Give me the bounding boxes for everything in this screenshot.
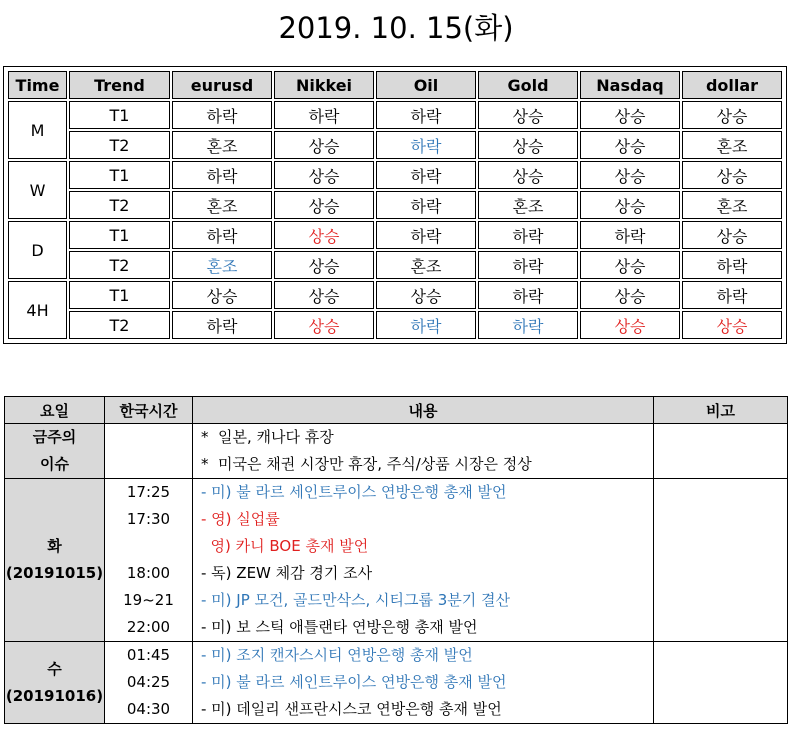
day-label <box>5 642 104 723</box>
trend-header-3: Nikkei <box>274 71 374 99</box>
trend-value-cell: 상승 <box>274 191 374 219</box>
schedule-body <box>5 424 788 724</box>
trend-value-cell: 혼조 <box>172 251 272 279</box>
trend-table <box>6 69 784 341</box>
trend-row <box>8 221 782 249</box>
trend-value-cell: 상승 <box>682 311 782 339</box>
trend-value-cell: 하락 <box>376 131 476 159</box>
trend-value-cell: 하락 <box>376 221 476 249</box>
schedule-time: 22:00 <box>126 618 171 636</box>
content-cell <box>193 479 654 642</box>
trend-row <box>8 161 782 189</box>
trend-value-cell: 하락 <box>172 101 272 129</box>
schedule-event: - 미) 데일리 샌프란시스코 연방은행 총재 발언 <box>201 700 502 718</box>
trend-row <box>8 251 782 279</box>
schedule-time: 19~21 <box>123 591 174 609</box>
trend-value-cell: 상승 <box>478 131 578 159</box>
trend-value-cell: 혼조 <box>682 131 782 159</box>
trend-value-cell: 혼조 <box>682 191 782 219</box>
day-label <box>5 479 104 641</box>
time-cell <box>105 479 193 642</box>
schedule-event: - 영) 실업률 <box>201 510 280 528</box>
page-title: 2019. 10. 15(화) <box>278 11 514 45</box>
day-label-line: 수 <box>47 659 62 678</box>
schedule-time: 18:00 <box>126 564 171 582</box>
trend-label-cell: T2 <box>69 311 170 339</box>
day-cell <box>5 479 105 642</box>
schedule-time: 01:45 <box>126 646 171 664</box>
trend-value-cell: 상승 <box>274 281 374 309</box>
trend-value-cell: 상승 <box>580 311 680 339</box>
trend-value-cell: 하락 <box>682 281 782 309</box>
trend-row <box>8 101 782 129</box>
trend-header-7: dollar <box>682 71 782 99</box>
schedule-event: 영) 카니 BOE 총재 발언 <box>201 537 369 555</box>
schedule-group-row <box>5 642 788 724</box>
trend-value-cell: 상승 <box>580 101 680 129</box>
trend-value-cell: 상승 <box>580 251 680 279</box>
day-label-line: 금주의 <box>32 428 77 446</box>
trend-label-cell: T1 <box>69 161 170 189</box>
trend-value-cell: 하락 <box>376 101 476 129</box>
day-label-line: (20191016) <box>5 686 104 705</box>
schedule-event: - 독) ZEW 체감 경기 조사 <box>201 564 373 582</box>
time-cell <box>105 642 193 724</box>
trend-value-cell: 혼조 <box>478 191 578 219</box>
schedule-time <box>105 533 192 560</box>
trend-row <box>8 281 782 309</box>
trend-value-cell: 상승 <box>580 161 680 189</box>
day-label-line: 화 <box>47 537 62 555</box>
day-cell <box>5 642 105 724</box>
trend-value-cell: 하락 <box>376 311 476 339</box>
trend-header-6: Nasdaq <box>580 71 680 99</box>
trend-body <box>8 101 782 339</box>
trend-header-1: Trend <box>69 71 170 99</box>
trend-value-cell: 혼조 <box>376 251 476 279</box>
time-cell: W <box>8 161 67 219</box>
trend-value-cell: 상승 <box>580 191 680 219</box>
trend-value-cell: 하락 <box>478 281 578 309</box>
trend-value-cell: 상승 <box>274 131 374 159</box>
trend-header-0: Time <box>8 71 67 99</box>
trend-value-cell: 하락 <box>478 311 578 339</box>
schedule-time: 04:30 <box>126 700 171 718</box>
trend-value-cell: 상승 <box>682 161 782 189</box>
header-note: 비고 <box>654 397 788 424</box>
trend-value-cell: 상승 <box>274 311 374 339</box>
trend-value-cell: 상승 <box>172 281 272 309</box>
trend-value-cell: 상승 <box>274 221 374 249</box>
schedule-header-row <box>5 397 788 424</box>
header-day: 요일 <box>5 397 105 424</box>
schedule-time <box>105 424 192 451</box>
trend-value-cell: 하락 <box>478 221 578 249</box>
trend-value-cell: 하락 <box>376 191 476 219</box>
trend-value-cell: 하락 <box>376 161 476 189</box>
trend-value-cell: 상승 <box>376 281 476 309</box>
trend-label-cell: T2 <box>69 251 170 279</box>
trend-value-cell: 상승 <box>682 221 782 249</box>
note-cell <box>654 642 788 724</box>
trend-value-cell: 하락 <box>682 251 782 279</box>
schedule-event: - 미) 조지 캔자스시티 연방은행 총재 발언 <box>201 646 473 664</box>
time-cell <box>105 424 193 479</box>
trend-value-cell: 하락 <box>172 221 272 249</box>
time-cell: 4H <box>8 281 67 339</box>
trend-value-cell: 상승 <box>580 131 680 159</box>
trend-header-2: eurusd <box>172 71 272 99</box>
time-cell: D <box>8 221 67 279</box>
trend-header-5: Gold <box>478 71 578 99</box>
trend-value-cell: 하락 <box>580 221 680 249</box>
trend-label-cell: T1 <box>69 101 170 129</box>
trend-value-cell: 상승 <box>274 251 374 279</box>
day-label-line: (20191015) <box>5 564 104 582</box>
schedule-group-row <box>5 424 788 479</box>
schedule-group-row <box>5 479 788 642</box>
trend-value-cell: 하락 <box>172 311 272 339</box>
trend-label-cell: T1 <box>69 221 170 249</box>
schedule-event: * 미국은 채권 시장만 휴장, 주식/상품 시장은 정상 <box>201 455 532 473</box>
trend-value-cell: 혼조 <box>172 191 272 219</box>
trend-label-cell: T1 <box>69 281 170 309</box>
day-cell <box>5 424 105 479</box>
trend-value-cell: 하락 <box>274 101 374 129</box>
note-cell <box>654 479 788 642</box>
note-cell <box>654 424 788 479</box>
content-cell <box>193 424 654 479</box>
trend-value-cell: 상승 <box>580 281 680 309</box>
schedule-event: - 미) 불 라르 세인트루이스 연방은행 총재 발언 <box>201 483 507 501</box>
trend-row <box>8 131 782 159</box>
trend-value-cell: 상승 <box>478 101 578 129</box>
schedule-event: * 일본, 캐나다 휴장 <box>201 428 334 446</box>
time-cell: M <box>8 101 67 159</box>
schedule-event: - 미) JP 모건, 골드만삭스, 시티그룹 3분기 결산 <box>201 591 511 609</box>
schedule-event: - 미) 보 스틱 애틀랜타 연방은행 총재 발언 <box>201 618 478 636</box>
trend-value-cell: 하락 <box>172 161 272 189</box>
trend-header-4: Oil <box>376 71 476 99</box>
day-label <box>5 424 104 478</box>
trend-label-cell: T2 <box>69 131 170 159</box>
schedule-time: 17:25 <box>126 483 171 501</box>
header-content: 내용 <box>193 397 654 424</box>
schedule-time: 04:25 <box>126 673 171 691</box>
trend-header-row <box>8 71 782 99</box>
trend-value-cell: 상승 <box>274 161 374 189</box>
trend-value-cell: 혼조 <box>172 131 272 159</box>
schedule-time: 17:30 <box>126 510 171 528</box>
day-label-line: 이슈 <box>40 455 69 473</box>
trend-row <box>8 311 782 339</box>
trend-value-cell: 상승 <box>682 101 782 129</box>
content-cell <box>193 642 654 724</box>
schedule-event: - 미) 불 라르 세인트루이스 연방은행 총재 발언 <box>201 673 507 691</box>
trend-row <box>8 191 782 219</box>
trend-table-frame <box>3 66 787 344</box>
trend-label-cell: T2 <box>69 191 170 219</box>
schedule-time <box>105 451 192 478</box>
trend-value-cell: 상승 <box>478 161 578 189</box>
header-time: 한국시간 <box>105 397 193 424</box>
schedule-table <box>4 396 788 724</box>
trend-value-cell: 하락 <box>478 251 578 279</box>
